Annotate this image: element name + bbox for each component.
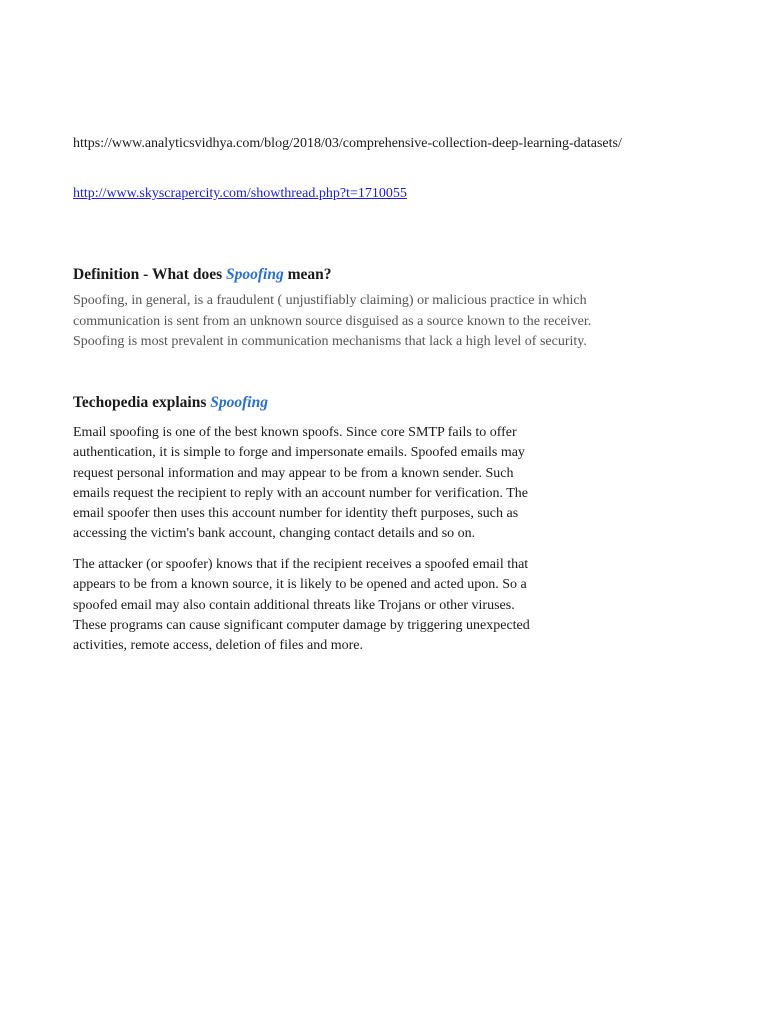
attacker-paragraph [73, 555, 633, 656]
paragraph-line: authentication, it is simple to forge and impersonate emails. Spoofed emails may [73, 445, 525, 461]
paragraph-line: The attacker (or spoofer) knows that if the recipient receives a spoofed email that [73, 557, 529, 572]
paragraph-line: Email spoofing is one of the best known spoofs. Since core SMTP fails to offer [73, 425, 517, 440]
definition-line: Spoofing is most prevalent in communication mechanisms that lack a high level of security. [73, 334, 587, 349]
analytics-vidhya-url: https://www.analyticsvidhya.com/blog/2018/03/comprehensive-collection-deep-learning-datasets/ [73, 136, 622, 151]
techopedia-heading-prefix: Techopedia explains [73, 394, 211, 411]
paragraph-line: emails request the recipient to reply with an account number for verification. The [73, 485, 528, 501]
techopedia-heading-term: Spoofing [210, 394, 268, 411]
definition-line: Spoofing, in general, is a fraudulent ( unjustifiably claiming) or malicious practice in which [73, 293, 587, 308]
paragraph-line: These programs can cause significant computer damage by triggering unexpected [73, 617, 530, 633]
email-spoofing-paragraph [73, 423, 633, 545]
paragraph-line: email spoofer then uses this account number for identity theft purposes, such as [73, 506, 519, 522]
paragraph-line: accessing the victim's bank account, changing contact details and so on. [73, 526, 476, 542]
definition-paragraph [73, 291, 693, 353]
definition-heading [73, 266, 332, 284]
paragraph-line: activities, remote access, deletion of files and more. [73, 638, 364, 654]
skyscrapercity-link[interactable]: http://www.skyscrapercity.com/showthread.php?t=1710055 [73, 186, 407, 201]
paragraph-line: request personal information and may appear to be from a known sender. Such [73, 465, 514, 481]
paragraph-line: spoofed email may also contain additional threats like Trojans or other viruses. [73, 597, 515, 613]
techopedia-heading [73, 394, 268, 412]
definition-heading-term: Spoofing [226, 266, 284, 283]
definition-line: communication is sent from an unknown source disguised as a source known to the receiver. [73, 313, 592, 329]
definition-heading-prefix: Definition - What does [73, 266, 227, 283]
paragraph-line: appears to be from a known source, it is likely to be opened and acted upon. So a [73, 577, 527, 593]
definition-heading-suffix: mean? [283, 266, 332, 283]
